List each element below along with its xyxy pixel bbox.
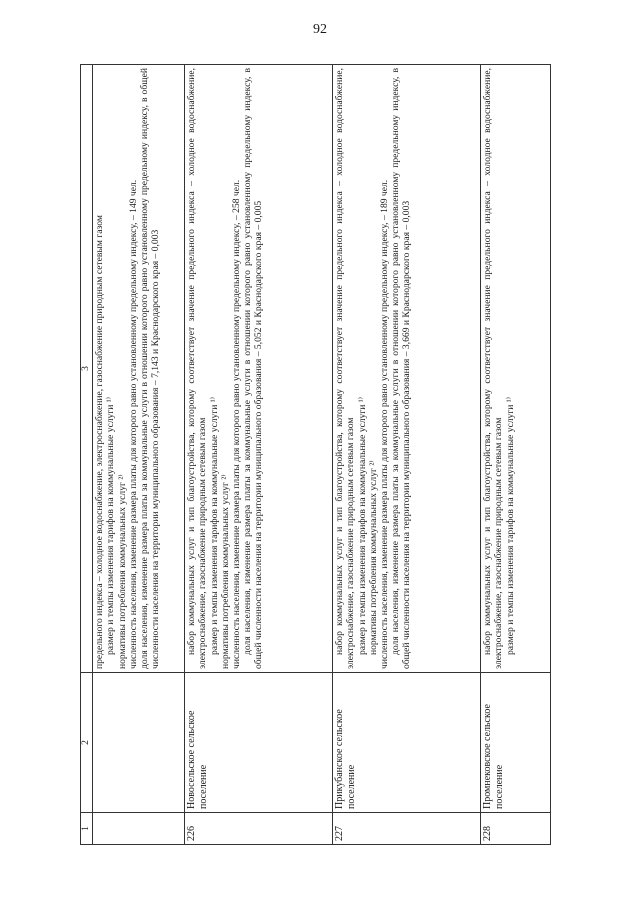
page-number: 92 (313, 22, 327, 37)
table-row (333, 65, 481, 845)
cell-number: 226 (185, 813, 333, 845)
text-line: численность населения, изменение размера платы для которого равно установленному предельному индексу, – 149 чел. (127, 179, 139, 669)
table-header-row (81, 65, 93, 845)
text-line: размер и темпы изменения тарифов на коммунальные услуги ¹⁾ (356, 396, 368, 655)
text-line: нормативы потребления коммунальных услуг ²⁾ (219, 474, 231, 669)
cell-settlement-name: Промнековское сельское поселение (481, 673, 551, 813)
cell-settlement-name: Новосельское сельское поселение (185, 673, 333, 813)
table-row (481, 65, 551, 845)
cell-settlement-name: Прикубанское сельское поселение (333, 673, 481, 813)
text-line: размер и темпы изменения тарифов на коммунальные услуги ¹⁾ (105, 396, 117, 655)
rotated-table-container (80, 65, 550, 845)
text-line: размер и темпы изменения тарифов на коммунальные услуги ¹⁾ (208, 396, 220, 655)
header-col-1: 1 (81, 813, 93, 845)
cell-number (93, 813, 185, 845)
text-line: предельного индекса – холодное водоснабжение, электроснабжение, газоснабжение природным сетевым газом (94, 215, 106, 669)
text-line: численность населения, изменение размера платы для которого равно установленному предельному индексу, – 189 чел. (378, 179, 390, 669)
table-row (185, 65, 333, 845)
settlements-table (80, 64, 551, 845)
header-col-3: 3 (81, 65, 93, 673)
cell-settlement-name (93, 673, 185, 813)
cell-description (185, 65, 333, 673)
cell-description (93, 65, 185, 673)
cell-description (333, 65, 481, 673)
table-row-continuation (93, 65, 185, 845)
text-line: набор коммунальных услуг и тип благоустройства, которому соответствует значение предельного индекса – холодное водоснабжение, электроснабжение, газоснабжение природным сетевым газом (482, 68, 505, 669)
text-line: нормативы потребления коммунальных услуг ²⁾ (116, 474, 128, 669)
text-line: доля населения, изменение размера платы за коммунальные услуги в отношении которого равно установленному предельному индексу, в общей численности населения на территории муниципального образования – 3,669 и Краснодарского края – 0,003 (390, 68, 413, 669)
text-line: доля населения, изменение размера платы за коммунальные услуги в отношении которого равно установленному предельному индексу, в общей численности населения на территории муниципального образования – 7,143 и Краснодарского края – 0,003 (138, 68, 162, 669)
header-col-2: 2 (81, 673, 93, 813)
text-line: набор коммунальных услуг и тип благоустройства, которому соответствует значение предельного индекса – холодное водоснабжение, электроснабжение, газоснабжение природным сетевым газом (186, 68, 209, 669)
text-line: набор коммунальных услуг и тип благоустройства, которому соответствует значение предельного индекса – холодное водоснабжение, электроснабжение, газоснабжение природным сетевым газом (334, 68, 357, 669)
text-line: нормативы потребления коммунальных услуг ²⁾ (367, 460, 379, 655)
text-line: доля населения, изменение размера платы за коммунальные услуги в отношении которого равно установленному предельному индексу, в общей численности населения на территории муниципального образования – 5,052 и Краснодарского края – 0,005 (242, 68, 265, 669)
cell-description (481, 65, 551, 673)
cell-number: 227 (333, 813, 481, 845)
text-line: размер и темпы изменения тарифов на коммунальные услуги ¹⁾ (504, 396, 516, 655)
cell-number: 228 (481, 813, 551, 845)
text-line: численность населения, изменение размера платы для которого равно установленному предельному индексу, – 258 чел. (230, 179, 242, 669)
